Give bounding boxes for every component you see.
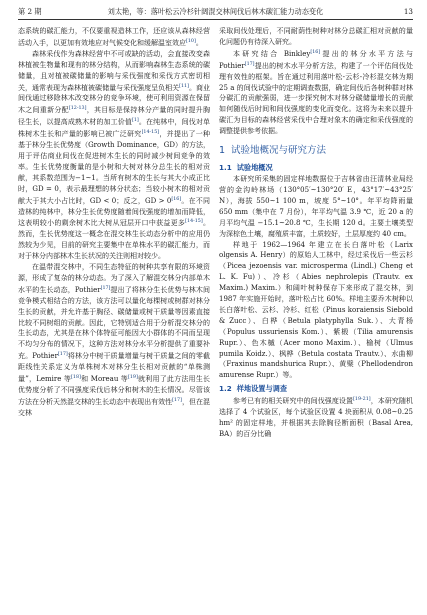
citation[interactable]: [11] (179, 83, 189, 89)
citation[interactable]: [19-21] (353, 397, 371, 403)
paragraph: 本研究所采集的固定样地数据位于吉林省由汪清林业局经营的金沟岭林场（130°05′~130°20′ E，43°17′~43°25′ N），海拔 550~1 100 m，坡度 5°~10°。年平均降雨量 650 mm（集中在 7 月份），年平均气温 3.9 ℃，近 20 a 的月平均气温 −15.1~20.8 ℃，生长期 120 d。主要土壤类型为深棕色土壤，腐殖质丰富，土质较好，土层厚度约 40 cm。 (219, 175, 413, 238)
citation[interactable]: [18] (71, 375, 81, 381)
citation[interactable]: [17] (244, 61, 255, 67)
paragraph: 在温带混交林中，不同生态特征的树种共享有限的环境资源，形成了复杂的林分动态。为了深入了解混交林分内部单木水平的生长动态，Pothier[17]提出了将林分生长优势与林木间竞争模式相结合的方法，该方法可以量化每棵树或树群对林分生长的贡献，并允许基于胸径、碳储量或树干质量等因素直接比较不同树组的贡献。因此，它特别适合用于分析混交林分的生长动态，尤其是在林个体特征可能因大小群体的不同而呈现不均匀分布的情况下，这种方法对林分水平分析提供了重要补充。Pothier[17]将林分中树干质量增量与树干质量之间的零截距线性关系定义为单株树木对林分生长相对贡献的“单株测量”，Lemire 等[18]和 Moreau 等[19]就利用了此方法用生长优势度分析了不同强度采伐后林分和树木的生长情况。尽管该方法在分析天然混交林的生长动态中表现出有效性[17]，但在混交林 (18, 263, 210, 417)
paragraph: 参考已有的相关研究中的间伐强度设置[19-21]，本研究随机选择了 4 个试验区，每个试验区设置 4 块面积从 0.08~0.25 hm² 的固定样地，并根据其去除胸径断面积（Basal Area, BA）的百分比确 (219, 397, 413, 438)
section-heading (219, 144, 413, 157)
paragraph: 本研究结合 Binkley[16]提出的林分水平方法与 Pothier[17]提出的树木水平分析方法，构建了一个评估间伐处理有效性的框架。旨在通过利用落叶松-云杉-冷杉混交林为期 25 a 的间伐试验中的定期调查数据，确定间伐后各树种群对林分碳汇的贡献强弱，进一步探究树木对林分碳储量增长的贡献如何随伐后时间和间伐强度的变化而变化。这将为未来以提升碳汇为目标的森林经营采伐中合理对象木的确定和采伐强度的调整提供参考依据。 (219, 49, 413, 136)
citation[interactable]: [17] (100, 285, 111, 291)
section-number: 1 (219, 145, 226, 157)
citation[interactable]: [14-15] (141, 130, 160, 136)
paragraph: 态系统的碳汇能力，不仅要重视造林工作，还应该从森林经营活动入手，以更加有效地应对气候变化和缓解温室效应[10]。 (18, 27, 210, 47)
citation[interactable]: [16] (310, 49, 321, 55)
subsection-title: 试验地概况 (236, 163, 273, 173)
section-title: 试验地概况与研究方法 (231, 145, 327, 157)
right-column (219, 26, 413, 608)
subsection-title: 样地设置与调查 (236, 384, 288, 394)
subsection-heading (219, 162, 413, 173)
citation[interactable]: [14-15] (185, 219, 203, 225)
subsection-number: 1.2 (219, 384, 232, 394)
subsection-heading (219, 383, 413, 394)
paragraph: 样地于 1962—1964 年建立在长白落叶松（Larix olgensis A. Henry）的原始人工林中，经过采伐后一些云杉（Picea jezoensis var. microsperma (Lindl.) Cheng et L. K. Fu)）、冷杉（Abies nephrolepis (Trautv. ex Maxim.) Maxim.）和阔叶树种保存下来形成了混交林，到 1987 年实施开始时，落叶松占比 60%。样地主要乔木树种以长白落叶松、云杉、冷杉、红松（Pinus koraiensis Siebold & Zucc）、白桦（Betula platyphylla Suk.）、大青杨（Populus ussuriensis Kom.）、紫椴（Tilia amurensis Rupr.）、色木槭（Acer mono Maxim.）、榆树（Ulmus pumila Koidz.）、枫桦（Betula costata Trautv.）、水曲柳（Fraxinus mandshurica Rupr.）、黄檗（Phellodendron amurense Rupr.）等。 (219, 240, 413, 380)
left-column (18, 26, 210, 608)
citation[interactable]: [19] (127, 375, 138, 381)
issue-number: 第 2 期 (18, 7, 42, 16)
subsection-number: 1.1 (219, 163, 232, 173)
citation[interactable]: [12-13] (68, 106, 87, 112)
page-header (18, 5, 413, 20)
paragraph: 采取间伐处理后，不同耐荫性树种对林分总碳汇相对贡献的量化问题仍有待深入研究。 (219, 27, 413, 46)
paragraph: 森林采伐作为森林经营中不可或缺的活动，会直接改变森林植被生物量和现有的林分结构，从而影响森林生态系统的碳储量，且对植被碳储量的影响与采伐强度和采伐方式密切相关，通常表现为森林植被碳储量与采伐强度呈负相关[11]。商业间伐通过移除林木改变林分的竞争环境，使可利用资源在保留木之间重新分配[12-13]，其目标是保持林分产量的同时提升胸径生长，以提高成熟木材的加工价值[1]。在纯林中，间伐对单株树木生长和产量的影响已被广泛研究[14-15]，并提出了一种基于林分生长优势度（Growth Dominance，GD）的方法，用于评估商业间伐在促进树木生长的同时减少树间竞争的效率。生长优势度衡量的是小树和大树对林分总生长的相对贡献，其系数范围为−1~1。当所有树木的生长与其大小成正比时，GD = 0，表示最理想的林分状态；当较小树木的相对贡献大于其大小占比时，GD < 0；反之，GD > 0[16]。在不同造林的纯林中，林分生长优势度随着间伐强度的增加而降低，这表明较小的剩余树木比大树从冠层开口中获益更多[14-15]。然而，生长优势度这一概念在混交林生长动态分析中的应用仍然较为少见，目前的研究主要集中在单株水平的碳汇能力，而对于林分内部林木生长状况的关注则相对较少。 (18, 49, 210, 261)
running-title: 刘太艳，等：落叶松云冷杉针阔混交林间伐后林木碳汇能力动态变化 (107, 7, 324, 16)
page-number: 13 (403, 7, 413, 16)
citation[interactable]: [17] (172, 397, 182, 403)
citation[interactable]: [17] (57, 352, 68, 358)
citation[interactable]: [1] (131, 118, 139, 124)
citation[interactable]: [16] (171, 196, 182, 202)
citation[interactable]: [10] (186, 38, 196, 44)
